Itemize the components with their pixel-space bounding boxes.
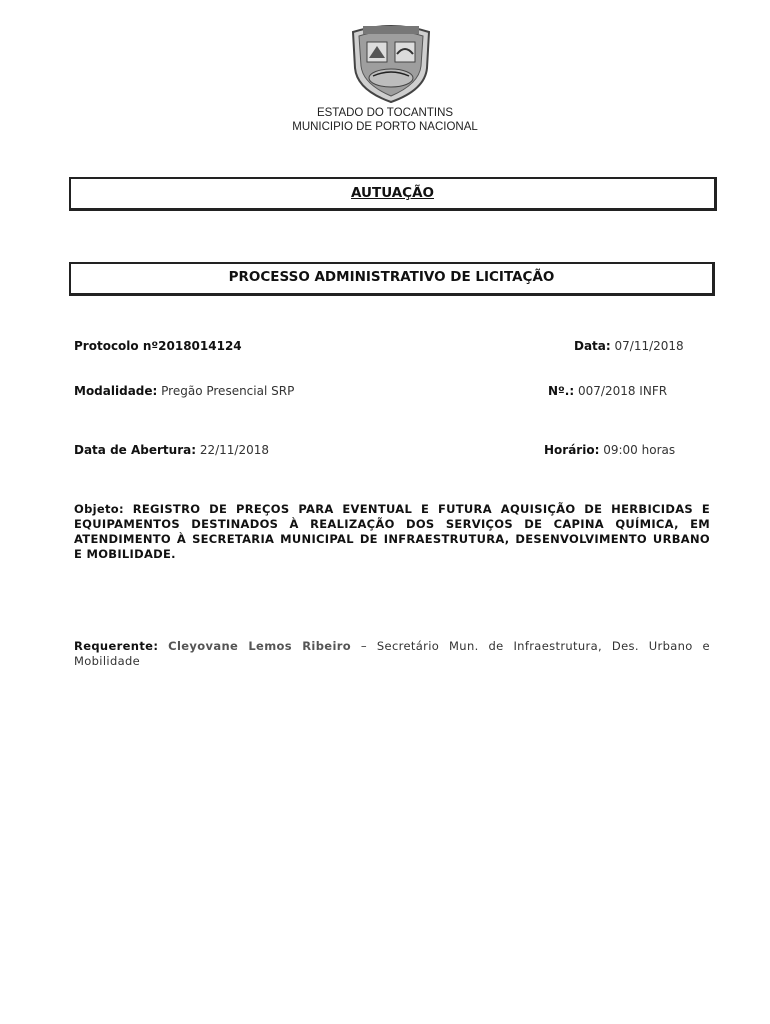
municipal-coat-of-arms-icon (347, 20, 435, 104)
abertura-value: 22/11/2018 (199, 443, 270, 457)
institution-header (0, 106, 770, 134)
processo-title: PROCESSO ADMINISTRATIVO DE LICITAÇÃO (228, 269, 555, 285)
data-field (574, 339, 684, 353)
abertura-field (74, 443, 269, 457)
abertura-label: Data de Abertura: (74, 443, 197, 457)
processo-title-box (69, 262, 715, 296)
numero-label: Nº.: (548, 384, 575, 398)
horario-label: Horário: (544, 443, 600, 457)
protocolo-label: Protocolo nº2018014124 (74, 339, 242, 353)
requerente-label: Requerente: (74, 639, 159, 653)
state-line: ESTADO DO TOCANTINS (316, 107, 454, 119)
requerente-paragraph (74, 639, 710, 669)
autuacao-title: AUTUAÇÃO (350, 185, 435, 201)
objeto-paragraph (74, 502, 710, 562)
objeto-text: REGISTRO DE PREÇOS PARA EVENTUAL E FUTURA AQUISIÇÃO DE HERBICIDAS E EQUIPAMENTOS DESTINADOS À REALIZAÇÃO DOS SERVIÇOS DE CAPINA QUÍMICA, EM ATENDIMENTO À SECRETARIA MUNICIPAL DE INFRAESTRUTURA, DESENVOLVIMENTO URBANO E MOBILIDADE. (74, 502, 710, 561)
data-label: Data: (574, 339, 611, 353)
requerente-name: Cleyovane Lemos Ribeiro (168, 639, 352, 653)
modalidade-value: Pregão Presencial SRP (161, 384, 295, 398)
horario-value: 09:00 horas (603, 443, 676, 457)
autuacao-title-box (69, 177, 717, 211)
protocolo-field (74, 339, 242, 353)
numero-field (548, 384, 667, 398)
requerente-role: – Secretário Mun. de Infraestrutura, Des. Urbano e Mobilidade (74, 639, 710, 668)
horario-field (544, 443, 675, 457)
objeto-label: Objeto: (74, 502, 124, 516)
modalidade-label: Modalidade: (74, 384, 158, 398)
data-value: 07/11/2018 (614, 339, 684, 353)
numero-value: 007/2018 INFR (578, 384, 668, 398)
municipality-line: MUNICIPIO DE PORTO NACIONAL (292, 121, 478, 133)
modalidade-field (74, 384, 294, 398)
